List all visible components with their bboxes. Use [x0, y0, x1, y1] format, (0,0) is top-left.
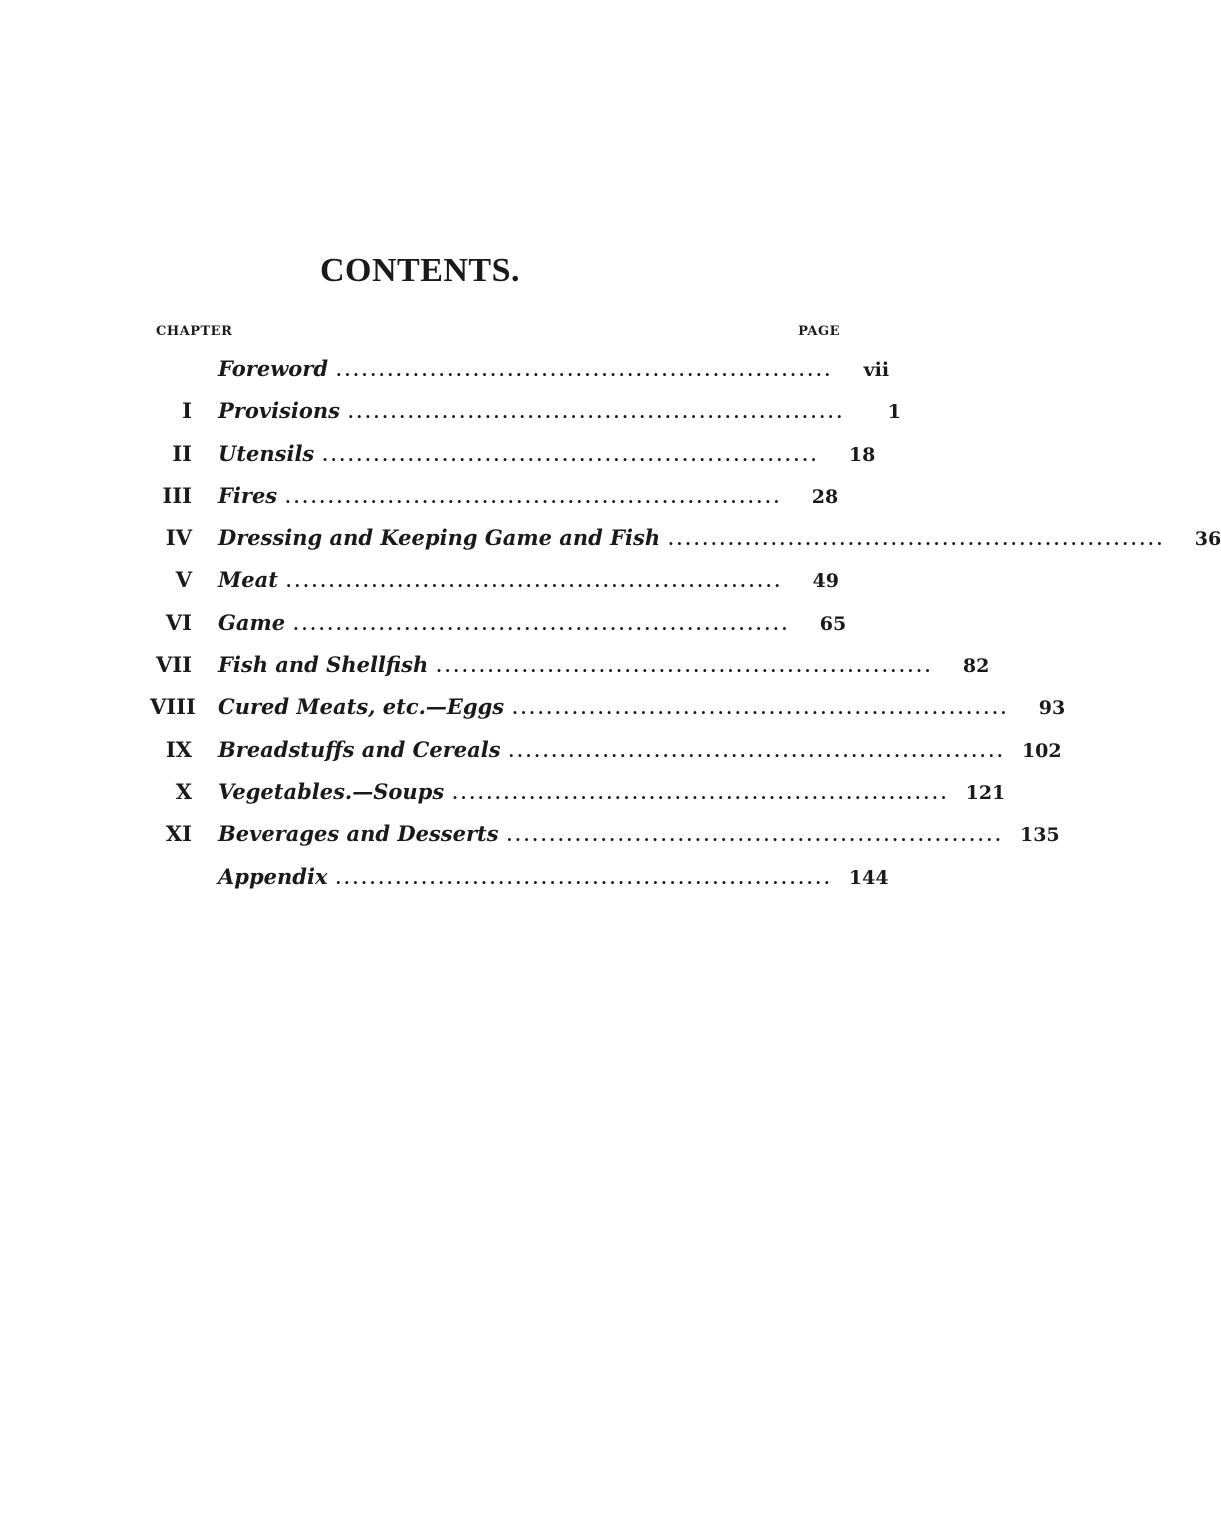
- chapter-number: II: [172, 440, 192, 466]
- dot-leader: ..........................................................: [285, 487, 783, 507]
- chapter-title: Provisions: [218, 398, 340, 424]
- toc-entry[interactable]: [150, 398, 902, 440]
- entry-title-cell: [212, 525, 1175, 550]
- chapter-title: Foreword: [218, 356, 329, 381]
- dot-leader: ..........................................................: [336, 361, 834, 380]
- chapter-number: IX: [165, 736, 192, 762]
- chapter-number: VIII: [150, 694, 196, 720]
- dot-leader: ..........................................................: [285, 572, 783, 592]
- toc-entry[interactable]: [150, 736, 1062, 779]
- chapter-number: V: [175, 567, 192, 593]
- page-number: 28: [811, 485, 839, 508]
- chapter-title: Vegetables.—Soups: [218, 778, 445, 804]
- page-title: CONTENTS.: [319, 252, 521, 289]
- dot-leader: ..........................................................: [506, 826, 1004, 846]
- chapter-title: Fish and Shellfish: [218, 652, 429, 678]
- chapter-title: Fires: [218, 482, 278, 508]
- page-number: 93: [1038, 697, 1066, 720]
- dot-leader: ..........................................................: [347, 403, 846, 423]
- page-number: 18: [848, 443, 876, 466]
- dot-leader: ..........................................................: [508, 741, 1006, 761]
- toc-entry[interactable]: [150, 482, 839, 525]
- entry-title-cell: [212, 610, 800, 635]
- page-number: 121: [965, 781, 1006, 804]
- chapter-title: Dressing and Keeping Game and Fish: [218, 525, 661, 551]
- entry-title-cell: [212, 821, 1014, 846]
- toc-entry[interactable]: [150, 609, 847, 652]
- dot-leader: ..........................................................: [436, 657, 934, 677]
- toc-entry[interactable]: [150, 567, 839, 609]
- chapter-title: Breadstuffs and Cereals: [218, 736, 501, 762]
- entry-title-cell: [212, 356, 843, 381]
- chapter-number: XI: [165, 821, 192, 847]
- chapter-title: Beverages and Desserts: [218, 821, 499, 847]
- chapter-number: IV: [165, 525, 192, 551]
- dot-leader: ..........................................................: [452, 783, 950, 803]
- entry-title-cell: [212, 441, 829, 466]
- chapter-title: Utensils: [218, 440, 315, 466]
- entry-title-cell: [212, 398, 855, 423]
- entry-title-cell: [212, 567, 793, 592]
- chapter-column-header: CHAPTER: [156, 324, 233, 339]
- entry-title-cell: [212, 737, 1016, 762]
- page-number: 82: [962, 655, 990, 678]
- chapter-title: Appendix: [218, 863, 328, 889]
- toc-entry[interactable]: [150, 778, 1006, 821]
- page-number: 1: [887, 401, 902, 424]
- toc-entry[interactable]: [150, 694, 1066, 736]
- page-column-header: PAGE: [798, 324, 840, 339]
- page-number: 36: [1194, 528, 1221, 551]
- dot-leader: ..........................................................: [512, 699, 1010, 719]
- chapter-title: Meat: [218, 567, 278, 593]
- toc-entry[interactable]: [150, 652, 990, 694]
- toc-entry[interactable]: [150, 525, 1221, 567]
- entry-title-cell: [212, 864, 843, 889]
- page-number: vii: [863, 359, 890, 381]
- toc-entry[interactable]: [150, 821, 1060, 863]
- entry-title-cell: [212, 652, 943, 677]
- dot-leader: ..........................................................: [335, 868, 833, 888]
- toc-entry[interactable]: [150, 440, 876, 483]
- dot-leader: ..........................................................: [293, 614, 791, 634]
- entry-title-cell: [212, 694, 1019, 719]
- dot-leader: ..........................................................: [322, 445, 820, 465]
- page-number: 49: [812, 570, 839, 593]
- page-number: 135: [1019, 824, 1060, 847]
- page-number: 102: [1021, 739, 1062, 762]
- chapter-number: III: [162, 482, 192, 508]
- chapter-number: I: [182, 398, 192, 424]
- chapter-title: Game: [218, 609, 286, 635]
- chapter-number: VI: [165, 609, 192, 635]
- page-number: 65: [819, 612, 847, 635]
- table-of-contents: [150, 356, 1221, 906]
- chapter-number: X: [175, 778, 192, 804]
- dot-leader: ..........................................................: [668, 530, 1166, 550]
- chapter-title: Cured Meats, etc.—Eggs: [218, 694, 505, 720]
- entry-title-cell: [212, 779, 959, 804]
- chapter-number: VII: [156, 652, 192, 678]
- toc-entry[interactable]: [150, 863, 889, 906]
- entry-title-cell: [212, 483, 792, 508]
- page-number: 144: [848, 866, 889, 889]
- toc-entry[interactable]: [150, 356, 890, 398]
